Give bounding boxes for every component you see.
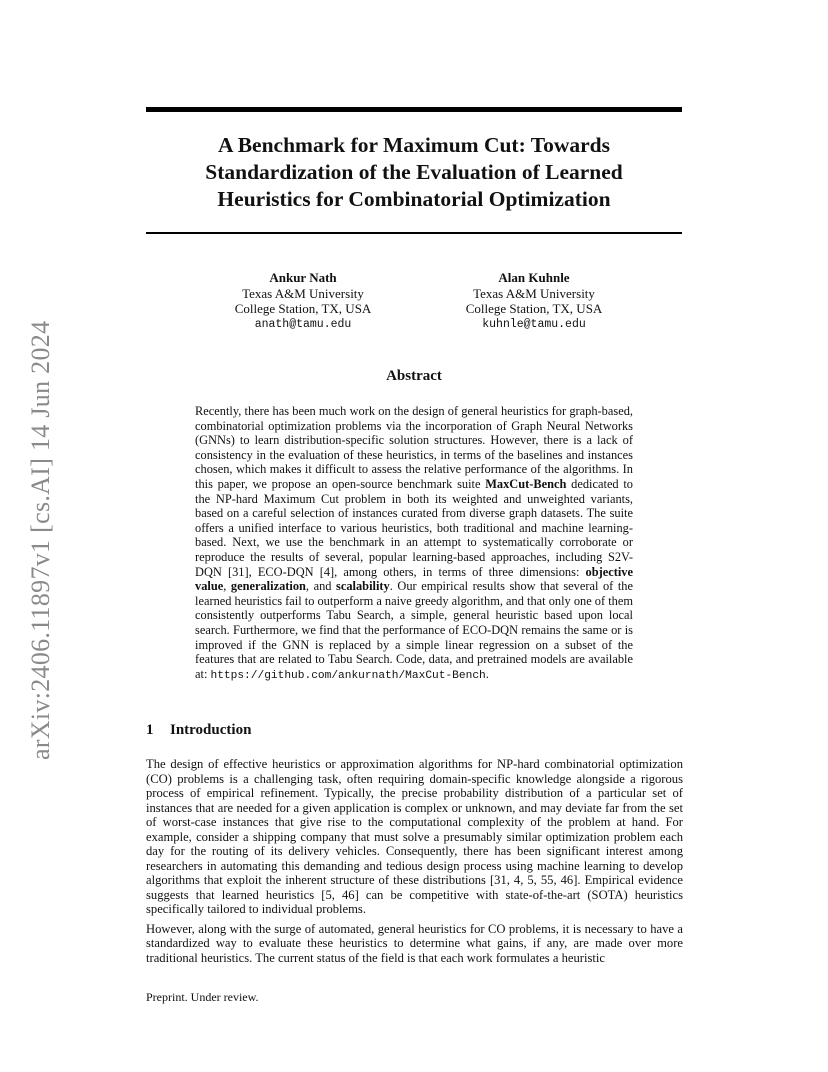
author-affiliation: Texas A&M University bbox=[473, 285, 595, 301]
title-bottom-rule bbox=[146, 232, 682, 234]
body-paragraph: The design of effective heuristics or approximation algorithms for NP-hard combinatorial optimization (CO) problems is a challenging task, often requiring domain-specific knowledge alongside a rigorous process of empirical refinement. Typically, the precise probability distribution of a particular set of instances that are needed for a given application is complex or unknown, and may deviate far from the set of worst-case instances that give rise to the computational complexity of the problem at hand. For example, consider a shipping company that must solve a presumably similar optimization problem each day for the routing of its delivery vehicles. Consequently, there has been significant interest among researchers in automating this demanding and tedious design process using machine learning to develop algorithms that exploit the inherent structure of these distributions [31, 4, 5, 55, 46]. Empirical evidence suggests that learned heuristics [5, 46] can be competitive with state-of-the-art (SOTA) heuristics specifically tailored to individual problems. bbox=[146, 757, 683, 916]
introduction-body bbox=[146, 757, 683, 970]
author-affiliation: Texas A&M University bbox=[242, 285, 364, 301]
title-top-rule bbox=[146, 107, 682, 112]
author-block-2 bbox=[414, 270, 654, 332]
paper-title bbox=[146, 132, 682, 213]
code-repository-link[interactable]: https://github.com/ankurnath/MaxCut-Bench bbox=[210, 669, 486, 682]
abstract-text: , bbox=[223, 579, 231, 594]
abstract-body bbox=[195, 404, 633, 683]
author-name: Ankur Nath bbox=[269, 270, 337, 285]
author-block-1 bbox=[183, 270, 423, 332]
abstract-text: . Our empirical results show that several of the learned heuristics fail to outperform a naive greedy algorithm, and that only one of them consistently outperforms Tabu Search, a simple, general heuristic based upon local search. Furthermore, we find that the performance of ECO-DQN remains the same or is improved if the GNN is replaced by a simple linear regression on a subset of the features that are related to Tabu Search. Code, data, and pretrained models are available at: bbox=[195, 579, 634, 681]
title-line: Standardization of the Evaluation of Learned bbox=[205, 160, 623, 184]
author-name: Alan Kuhnle bbox=[498, 270, 570, 285]
title-line: A Benchmark for Maximum Cut: Towards bbox=[218, 133, 610, 157]
section-title: Introduction bbox=[170, 722, 252, 738]
abstract-bold-term: generalization bbox=[230, 579, 306, 594]
abstract-bold-term: MaxCut-Bench bbox=[485, 476, 567, 491]
section-heading-introduction bbox=[146, 722, 251, 739]
author-email[interactable]: anath@tamu.edu bbox=[254, 317, 352, 331]
preprint-footer: Preprint. Under review. bbox=[146, 990, 259, 1004]
abstract-text: Recently, there has been much work on the design of general heuristics for graph-based, combinatorial optimization problems via the incorporation of Graph Neural Networks (GNNs) to learn distribution-specific solution structures. However, there is a lack of consistency in the evaluation of these heuristics, in terms of the baselines and instances chosen, which makes it difficult to assess the relative performance of the algorithms. In this paper, we propose an open-source benchmark suite bbox=[195, 404, 633, 491]
author-location: College Station, TX, USA bbox=[234, 301, 372, 316]
abstract-heading: Abstract bbox=[386, 368, 442, 384]
abstract-bold-term: objective value bbox=[195, 564, 633, 594]
abstract-text: . bbox=[485, 666, 489, 681]
author-location: College Station, TX, USA bbox=[465, 301, 603, 316]
abstract-text: dedicated to the NP-hard Maximum Cut problem in both its weighted and unweighted variants, based on a careful selection of instances curated from diverse graph datasets. The suite offers a unified interface to various heuristics, both traditional and machine learning-based. Next, we use the benchmark in an attempt to systematically corroborate or reproduce the results of several, popular learning-based approaches, including S2V-DQN [31], ECO-DQN [4], among others, in terms of three dimensions: bbox=[195, 476, 633, 579]
abstract-text: , and bbox=[305, 579, 337, 594]
section-number: 1 bbox=[146, 722, 154, 738]
author-email[interactable]: kuhnle@tamu.edu bbox=[482, 317, 586, 331]
title-line: Heuristics for Combinatorial Optimization bbox=[217, 187, 611, 211]
abstract-bold-term: scalability bbox=[336, 579, 390, 594]
arxiv-identifier-stamp: arXiv:2406.11897v1 [cs.AI] 14 Jun 2024 bbox=[26, 320, 55, 760]
body-paragraph: However, along with the surge of automated, general heuristics for CO problems, it is necessary to have a standardized way to evaluate these heuristics to determine what gains, if any, are made over more traditional heuristics. The current status of the field is that each work formulates a heuristic bbox=[146, 921, 683, 965]
